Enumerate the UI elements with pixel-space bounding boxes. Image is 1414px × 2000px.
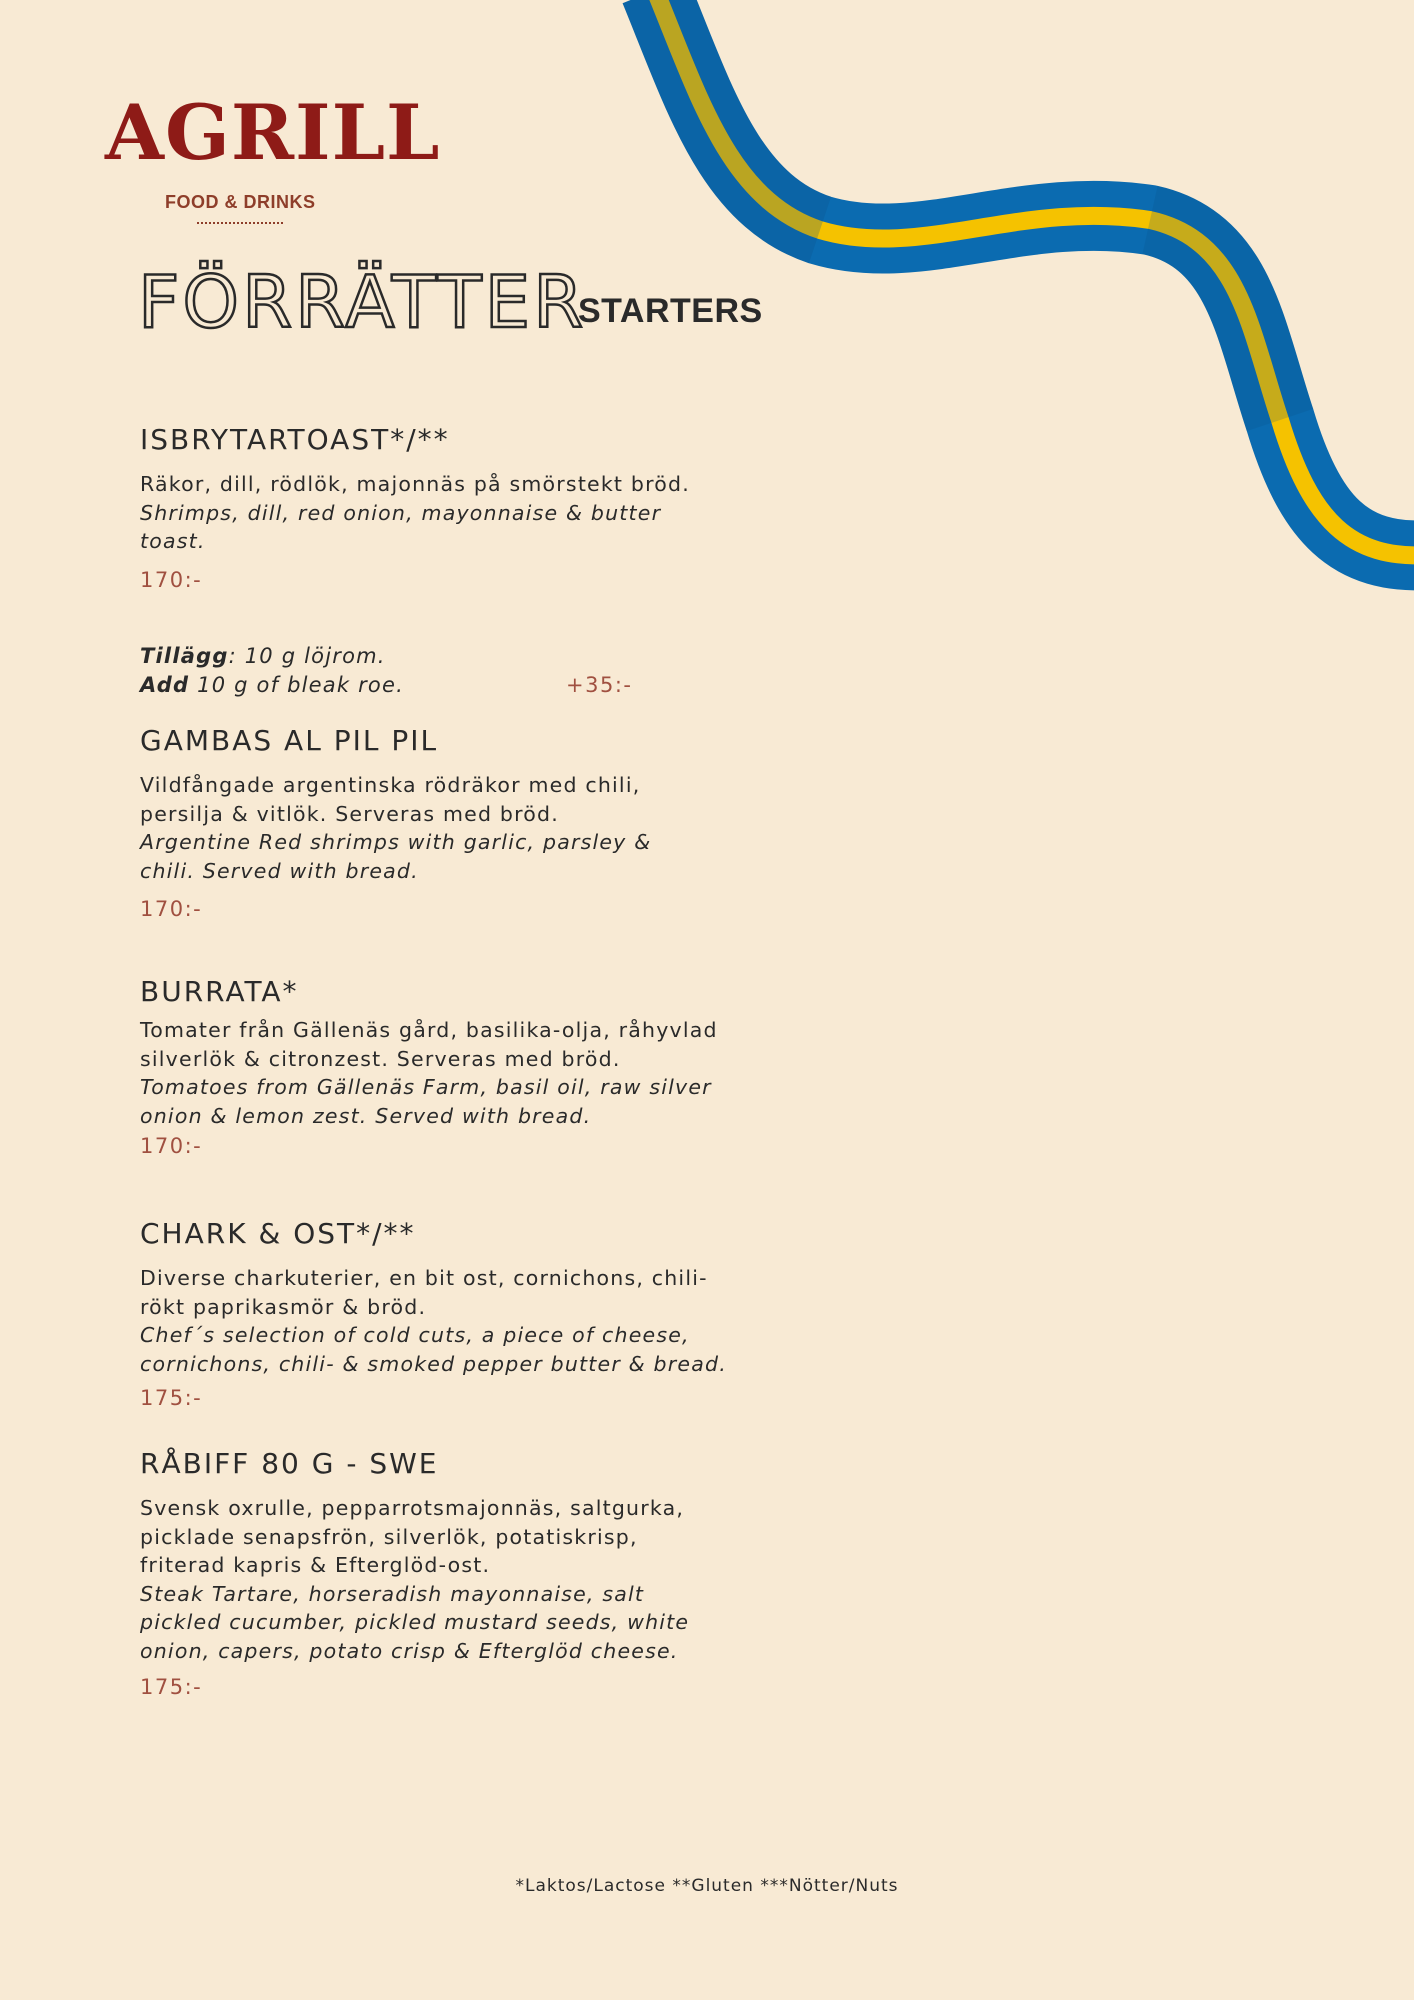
addon-text-english: 10 g of bleak roe. bbox=[189, 673, 404, 697]
addon-price: +35:- bbox=[566, 673, 633, 697]
menu-item-gambas bbox=[140, 723, 740, 921]
logo-tagline: FOOD & DRINKS bbox=[165, 192, 316, 212]
item-price: 170:- bbox=[140, 897, 203, 921]
item-description-swedish: Diverse charkuterier, en bit ost, cornichons, chili-rökt paprikasmör & bröd. bbox=[140, 1266, 708, 1319]
heading-swedish: FÖRRÄTTER bbox=[138, 260, 587, 344]
item-title: GAMBAS AL PIL PIL bbox=[140, 724, 439, 757]
heading-english: STARTERS bbox=[578, 292, 763, 330]
item-price: 175:- bbox=[140, 1386, 203, 1410]
item-price: 170:- bbox=[140, 1134, 203, 1158]
addon-label-english: Add bbox=[140, 673, 190, 697]
item-description-english: Steak Tartare, horseradish mayonnaise, salt pickled cucumber, pickled mustard seeds, white onion, capers, potato crisp & Efterglöd cheese. bbox=[140, 1581, 690, 1663]
addon-bleak-roe bbox=[140, 642, 660, 700]
item-description bbox=[140, 1016, 730, 1130]
logo-divider bbox=[197, 222, 283, 224]
item-description-english: Argentine Red shrimps with garlic, parsley & chili. Served with bread. bbox=[140, 830, 652, 883]
menu-item-isbrytartoast bbox=[140, 422, 740, 592]
item-price: 170:- bbox=[140, 567, 203, 592]
item-title: RÅBIFF 80 G - SWE bbox=[140, 1447, 439, 1480]
item-description-swedish: Räkor, dill, rödlök, majonnäs på smörstekt bröd. bbox=[140, 472, 690, 496]
item-title: BURRATA* bbox=[140, 975, 299, 1008]
addon-text-swedish: : 10 g löjrom. bbox=[228, 644, 386, 668]
agrill-logo bbox=[105, 88, 441, 228]
menu-item-burrata bbox=[140, 974, 740, 1158]
item-description-swedish: Vildfångade argentinska rödräkor med chili, persilja & vitlök. Serveras med bröd. bbox=[140, 773, 641, 826]
item-description-english: Chef´s selection of cold cuts, a piece of cheese, cornichons, chili- & smoked pepper butter & bread. bbox=[140, 1323, 727, 1376]
item-description-english: Tomatoes from Gällenäs Farm, basil oil, raw silver onion & lemon zest. Served with bread. bbox=[140, 1075, 712, 1128]
logo-wordmark: AGRILL bbox=[105, 88, 441, 177]
item-description bbox=[140, 771, 660, 885]
menu-item-rabiff bbox=[140, 1446, 740, 1699]
item-description-swedish: Svensk oxrulle, pepparrotsmajonnäs, saltgurka, picklade senapsfrön, silverlök, potatiskrisp, friterad kapris & Efterglöd-ost. bbox=[140, 1496, 685, 1577]
item-title: ISBRYTARTOAST*/** bbox=[140, 423, 450, 456]
addon-label-swedish: Tillägg bbox=[140, 644, 229, 668]
item-description bbox=[140, 1264, 730, 1378]
allergen-footnote: *Laktos/Lactose **Gluten ***Nötter/Nuts bbox=[515, 1876, 899, 1896]
item-description bbox=[140, 470, 740, 556]
item-description bbox=[140, 1494, 700, 1665]
item-description-swedish: Tomater från Gällenäs gård, basilika-olja, råhyvlad silverlök & citronzest. Serveras med bröd. bbox=[140, 1018, 718, 1071]
item-description-english: Shrimps, dill, red onion, mayonnaise & butter toast. bbox=[140, 500, 662, 553]
item-price: 175:- bbox=[140, 1675, 203, 1699]
menu-item-chark-ost bbox=[140, 1216, 740, 1410]
item-title: CHARK & OST*/** bbox=[140, 1217, 416, 1250]
